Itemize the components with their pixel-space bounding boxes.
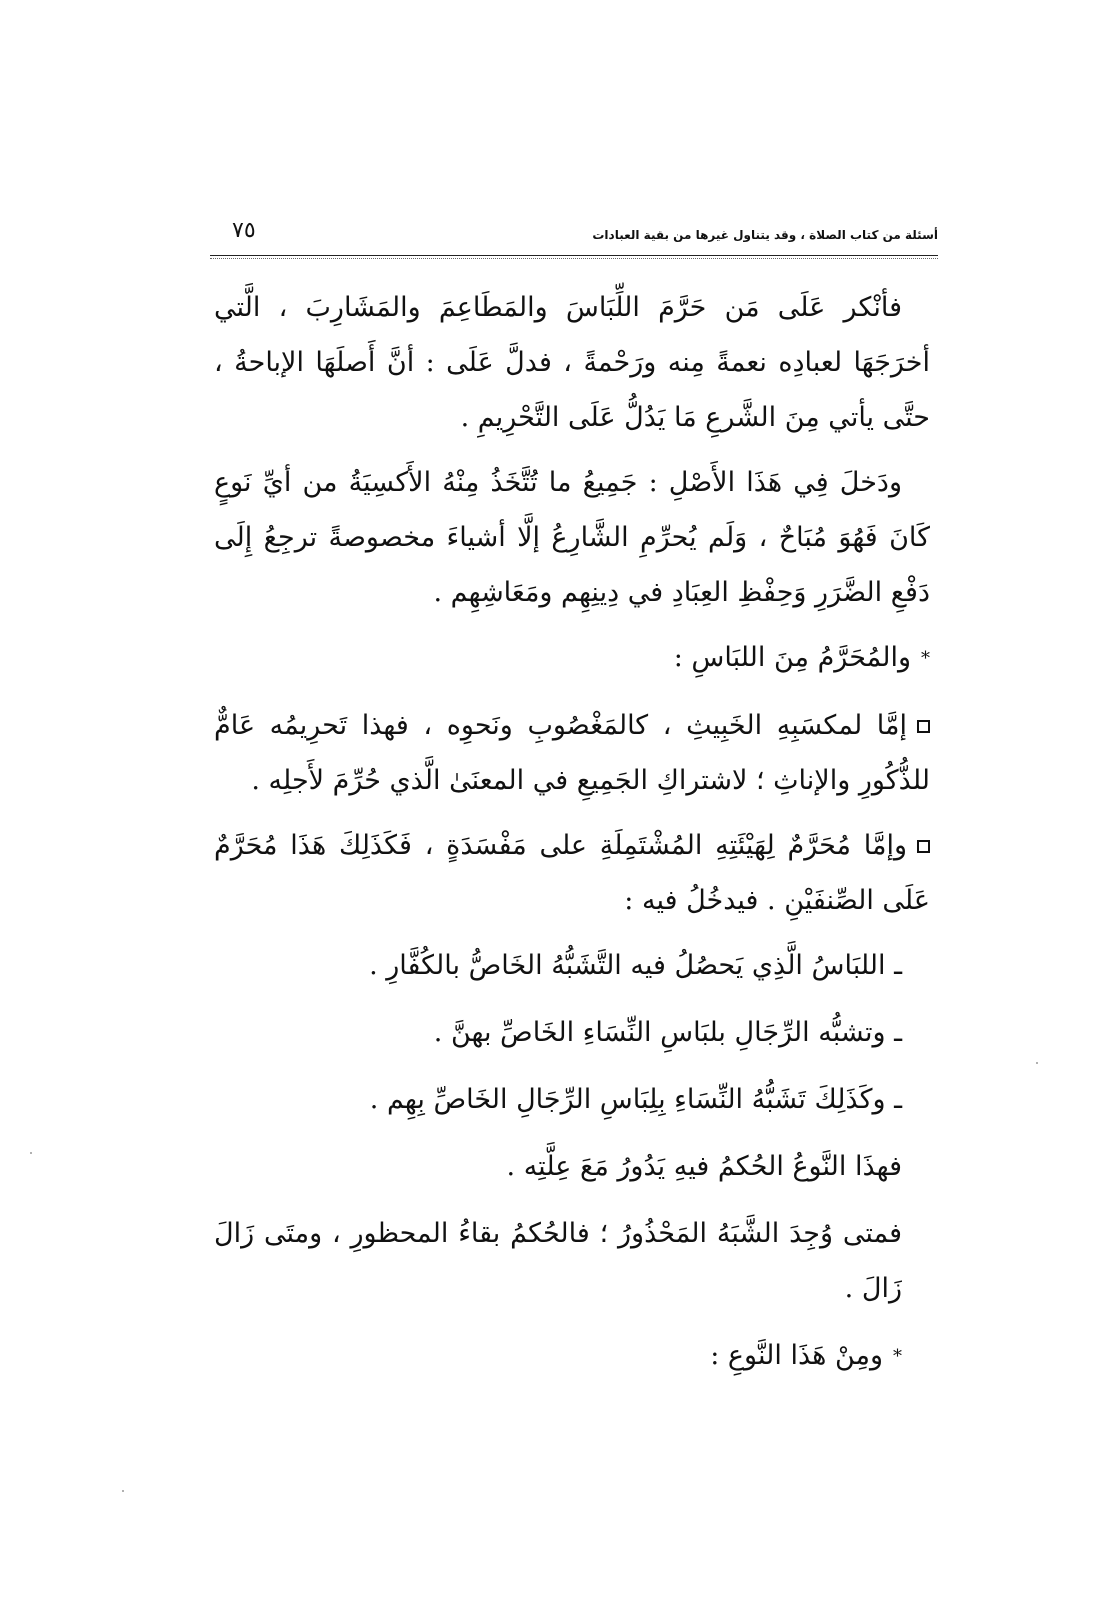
header-rule bbox=[210, 255, 938, 259]
paragraph-3-text: والمُحَرَّمُ مِنَ اللبَاسِ : bbox=[673, 642, 911, 673]
list-item-3: ـ وكَذَلِكَ تَشَبُّهُ النِّسَاءِ بِلِبَاسِ الرِّجَالِ الخَاصِّ بِهِم . bbox=[369, 1084, 902, 1115]
section-intro-text: ومِنْ هَذَا النَّوعِ : bbox=[710, 1340, 883, 1371]
paragraph-4 bbox=[214, 698, 930, 808]
section-intro bbox=[214, 1328, 930, 1384]
paragraph-5-text: وإمَّا مُحَرَّمٌ لِهَيْئَتِهِ المُشْتَمِلَةِ على مَفْسَدَةٍ ، فَكَذَلِكَ هَذَا مُحَرَّمٌ عَلَى الصِّنفَيْنِ . فيدخُلُ فيه : bbox=[214, 830, 930, 916]
scan-speck bbox=[122, 1490, 124, 1492]
square-bullet-icon bbox=[917, 840, 930, 853]
paragraph-1: فأنْكر عَلَى مَن حَرَّمَ اللِّبَاسَ والمَطَاعِمَ والمَشَارِبَ ، الَّتي أخرَجَهَا لعبادِه نعمةً مِنه ورَحْمةً ، فدلَّ عَلَى : أنَّ أَصلَهَا الإباحةُ ، حتَّى يأتي مِنَ الشَّرعِ مَا يَدُلُّ عَلَى التَّحْرِيمِ . bbox=[214, 292, 930, 433]
list-item-1: ـ اللبَاسُ الَّذِي يَحصُلُ فيه التَّشَبُّهُ الخَاصُّ بالكُفَّارِ . bbox=[369, 950, 902, 981]
paragraph-4-text: إمَّا لمكسَبِهِ الخَبِيثِ ، كالمَغْصُوبِ ونَحوِه ، فهذا تَحرِيمُه عَامٌّ للذُّكُورِ والإناثِ ؛ لاشتراكِ الجَمِيعِ في المعنَىٰ الَّذي حُرِّمَ لأَجلِه . bbox=[214, 710, 930, 796]
paragraph-5 bbox=[214, 818, 930, 928]
square-bullet-icon bbox=[917, 720, 930, 733]
page-body bbox=[214, 280, 930, 1396]
running-head: أسئلة من كتاب الصلاة ، وقد يتناول غيرها من بقية العبادات bbox=[592, 228, 938, 242]
asterisk-icon: * bbox=[893, 1346, 902, 1367]
summary-line: فهذَا النَّوعُ الحُكمُ فيهِ يَدُورُ مَعَ عِلَّتِه . bbox=[506, 1151, 902, 1182]
paragraph-2: ودَخلَ فِي هَذَا الأَصْلِ : جَمِيعُ ما تُتَّخَذُ مِنْهُ الأَكسِيَةُ من أيِّ نَوعٍ كَانَ فَهُوَ مُبَاحٌ ، وَلَم يُحرِّمِ الشَّارِعُ إلَّا أشياءَ مخصوصةً ترجِعُ إِلَى دَفْعِ الضَّرَرِ وَحِفْظِ العِبَادِ في دِينِهِم ومَعَاشِهِم . bbox=[214, 467, 930, 608]
page-number: ٧٥ bbox=[232, 218, 256, 243]
page-header bbox=[210, 218, 938, 254]
scan-speck bbox=[30, 1152, 32, 1154]
scan-speck bbox=[1036, 1062, 1038, 1064]
asterisk-icon: * bbox=[921, 648, 930, 669]
paragraph-3 bbox=[214, 630, 930, 686]
conclusion-line: فمتى وُجِدَ الشَّبَهُ المَحْذُورُ ؛ فالحُكمُ بقاءُ المحظورِ ، ومتَى زَالَ زَالَ . bbox=[214, 1218, 902, 1304]
list-item-2: ـ وتشبُّه الرِّجَالِ بلبَاسِ النِّسَاءِ الخَاصِّ بهنَّ . bbox=[433, 1017, 902, 1048]
